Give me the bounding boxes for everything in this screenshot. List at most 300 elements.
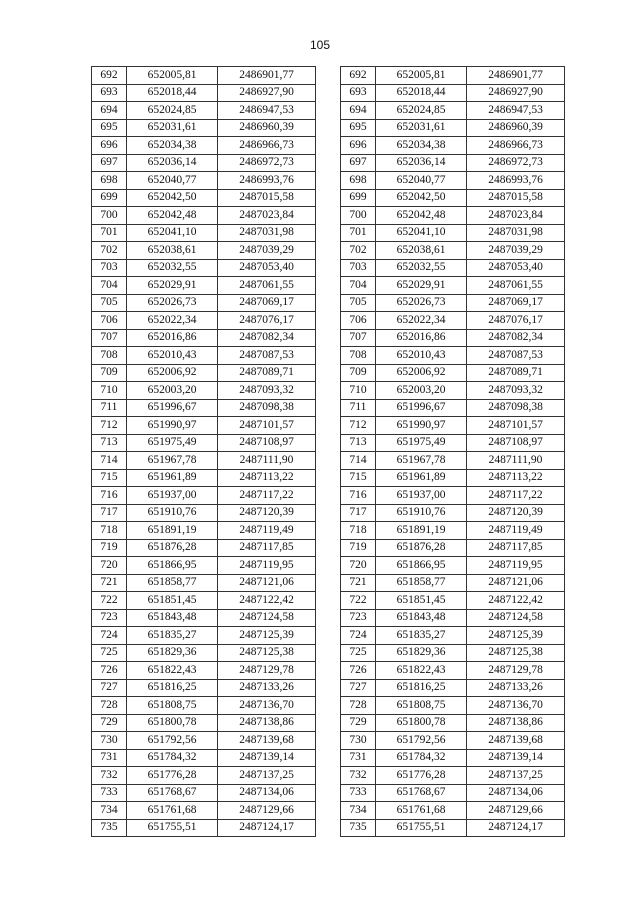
x-coordinate-cell: 652042,50 bbox=[376, 189, 467, 207]
x-coordinate-cell: 651761,68 bbox=[127, 802, 218, 820]
y-coordinate-cell: 2487039,29 bbox=[218, 242, 316, 260]
point-number-cell: 702 bbox=[92, 242, 127, 260]
x-coordinate-cell: 651975,49 bbox=[127, 434, 218, 452]
y-coordinate-cell: 2487098,38 bbox=[218, 399, 316, 417]
point-number-cell: 724 bbox=[341, 627, 376, 645]
point-number-cell: 723 bbox=[341, 609, 376, 627]
table-row bbox=[341, 749, 565, 767]
x-coordinate-cell: 652036,14 bbox=[376, 154, 467, 172]
table-row bbox=[341, 557, 565, 575]
x-coordinate-cell: 652022,34 bbox=[127, 312, 218, 330]
y-coordinate-cell: 2486927,90 bbox=[467, 84, 565, 102]
x-coordinate-cell: 651829,36 bbox=[376, 644, 467, 662]
table-row bbox=[341, 224, 565, 242]
table-row bbox=[92, 84, 316, 102]
x-coordinate-cell: 651822,43 bbox=[376, 662, 467, 680]
x-coordinate-cell: 651937,00 bbox=[127, 487, 218, 505]
point-number-cell: 703 bbox=[341, 259, 376, 277]
x-coordinate-cell: 651835,27 bbox=[127, 627, 218, 645]
table-row bbox=[92, 539, 316, 557]
table-row bbox=[92, 224, 316, 242]
x-coordinate-cell: 651792,56 bbox=[376, 732, 467, 750]
point-number-cell: 704 bbox=[341, 277, 376, 295]
x-coordinate-cell: 651937,00 bbox=[376, 487, 467, 505]
coordinates-table-right bbox=[340, 66, 565, 837]
table-row bbox=[341, 399, 565, 417]
y-coordinate-cell: 2486972,73 bbox=[218, 154, 316, 172]
x-coordinate-cell: 651800,78 bbox=[127, 714, 218, 732]
table-row bbox=[341, 784, 565, 802]
y-coordinate-cell: 2487139,14 bbox=[467, 749, 565, 767]
point-number-cell: 719 bbox=[92, 539, 127, 557]
point-number-cell: 696 bbox=[341, 137, 376, 155]
point-number-cell: 704 bbox=[92, 277, 127, 295]
x-coordinate-cell: 652016,86 bbox=[127, 329, 218, 347]
point-number-cell: 721 bbox=[92, 574, 127, 592]
x-coordinate-cell: 651755,51 bbox=[127, 819, 218, 837]
table-row bbox=[341, 172, 565, 190]
point-number-cell: 694 bbox=[341, 102, 376, 120]
table-row bbox=[92, 399, 316, 417]
y-coordinate-cell: 2486993,76 bbox=[218, 172, 316, 190]
y-coordinate-cell: 2487139,14 bbox=[218, 749, 316, 767]
y-coordinate-cell: 2487122,42 bbox=[218, 592, 316, 610]
x-coordinate-cell: 651843,48 bbox=[127, 609, 218, 627]
x-coordinate-cell: 651866,95 bbox=[127, 557, 218, 575]
point-number-cell: 713 bbox=[92, 434, 127, 452]
point-number-cell: 731 bbox=[341, 749, 376, 767]
x-coordinate-cell: 652034,38 bbox=[127, 137, 218, 155]
point-number-cell: 709 bbox=[341, 364, 376, 382]
y-coordinate-cell: 2486960,39 bbox=[218, 119, 316, 137]
point-number-cell: 700 bbox=[341, 207, 376, 225]
x-coordinate-cell: 652024,85 bbox=[376, 102, 467, 120]
x-coordinate-cell: 651816,25 bbox=[127, 679, 218, 697]
x-coordinate-cell: 651784,32 bbox=[127, 749, 218, 767]
y-coordinate-cell: 2487069,17 bbox=[218, 294, 316, 312]
y-coordinate-cell: 2487134,06 bbox=[218, 784, 316, 802]
point-number-cell: 710 bbox=[92, 382, 127, 400]
x-coordinate-cell: 652003,20 bbox=[127, 382, 218, 400]
table-row bbox=[341, 802, 565, 820]
y-coordinate-cell: 2487138,86 bbox=[218, 714, 316, 732]
y-coordinate-cell: 2487015,58 bbox=[467, 189, 565, 207]
y-coordinate-cell: 2486993,76 bbox=[467, 172, 565, 190]
point-number-cell: 728 bbox=[341, 697, 376, 715]
table-row bbox=[341, 592, 565, 610]
point-number-cell: 715 bbox=[92, 469, 127, 487]
point-number-cell: 707 bbox=[341, 329, 376, 347]
y-coordinate-cell: 2487125,38 bbox=[467, 644, 565, 662]
table-row bbox=[341, 469, 565, 487]
x-coordinate-cell: 651961,89 bbox=[127, 469, 218, 487]
y-coordinate-cell: 2487139,68 bbox=[467, 732, 565, 750]
y-coordinate-cell: 2487119,95 bbox=[467, 557, 565, 575]
y-coordinate-cell: 2487117,85 bbox=[467, 539, 565, 557]
table-row bbox=[92, 592, 316, 610]
point-number-cell: 700 bbox=[92, 207, 127, 225]
table-row bbox=[92, 574, 316, 592]
y-coordinate-cell: 2487124,58 bbox=[467, 609, 565, 627]
x-coordinate-cell: 652031,61 bbox=[127, 119, 218, 137]
x-coordinate-cell: 651876,28 bbox=[127, 539, 218, 557]
y-coordinate-cell: 2487120,39 bbox=[218, 504, 316, 522]
table-row bbox=[341, 277, 565, 295]
table-row bbox=[341, 102, 565, 120]
x-coordinate-cell: 651996,67 bbox=[127, 399, 218, 417]
y-coordinate-cell: 2487124,17 bbox=[467, 819, 565, 837]
y-coordinate-cell: 2487119,49 bbox=[218, 522, 316, 540]
point-number-cell: 693 bbox=[341, 84, 376, 102]
x-coordinate-cell: 652022,34 bbox=[376, 312, 467, 330]
y-coordinate-cell: 2487121,06 bbox=[467, 574, 565, 592]
x-coordinate-cell: 651866,95 bbox=[376, 557, 467, 575]
y-coordinate-cell: 2486972,73 bbox=[467, 154, 565, 172]
x-coordinate-cell: 651891,19 bbox=[127, 522, 218, 540]
point-number-cell: 714 bbox=[341, 452, 376, 470]
x-coordinate-cell: 651858,77 bbox=[127, 574, 218, 592]
table-row bbox=[92, 452, 316, 470]
point-number-cell: 727 bbox=[341, 679, 376, 697]
y-coordinate-cell: 2486927,90 bbox=[218, 84, 316, 102]
table-row bbox=[341, 84, 565, 102]
y-coordinate-cell: 2487082,34 bbox=[467, 329, 565, 347]
x-coordinate-cell: 651822,43 bbox=[127, 662, 218, 680]
y-coordinate-cell: 2487117,22 bbox=[467, 487, 565, 505]
table-row bbox=[341, 697, 565, 715]
table-row bbox=[92, 189, 316, 207]
y-coordinate-cell: 2487124,58 bbox=[218, 609, 316, 627]
x-coordinate-cell: 651829,36 bbox=[127, 644, 218, 662]
x-coordinate-cell: 652040,77 bbox=[376, 172, 467, 190]
x-coordinate-cell: 651891,19 bbox=[376, 522, 467, 540]
x-coordinate-cell: 651761,68 bbox=[376, 802, 467, 820]
point-number-cell: 726 bbox=[341, 662, 376, 680]
point-number-cell: 725 bbox=[92, 644, 127, 662]
y-coordinate-cell: 2487120,39 bbox=[467, 504, 565, 522]
point-number-cell: 697 bbox=[341, 154, 376, 172]
table-row bbox=[341, 609, 565, 627]
y-coordinate-cell: 2487089,71 bbox=[218, 364, 316, 382]
x-coordinate-cell: 652038,61 bbox=[376, 242, 467, 260]
point-number-cell: 692 bbox=[92, 67, 127, 85]
table-row bbox=[341, 417, 565, 435]
y-coordinate-cell: 2487136,70 bbox=[218, 697, 316, 715]
x-coordinate-cell: 651776,28 bbox=[376, 767, 467, 785]
x-coordinate-cell: 652026,73 bbox=[127, 294, 218, 312]
x-coordinate-cell: 651876,28 bbox=[376, 539, 467, 557]
x-coordinate-cell: 652042,50 bbox=[127, 189, 218, 207]
table-row bbox=[92, 714, 316, 732]
table-row bbox=[92, 329, 316, 347]
x-coordinate-cell: 652016,86 bbox=[376, 329, 467, 347]
y-coordinate-cell: 2487137,25 bbox=[467, 767, 565, 785]
table-row bbox=[92, 277, 316, 295]
x-coordinate-cell: 652036,14 bbox=[127, 154, 218, 172]
point-number-cell: 698 bbox=[341, 172, 376, 190]
x-coordinate-cell: 652006,92 bbox=[376, 364, 467, 382]
y-coordinate-cell: 2487113,22 bbox=[218, 469, 316, 487]
table-row bbox=[341, 679, 565, 697]
point-number-cell: 728 bbox=[92, 697, 127, 715]
y-coordinate-cell: 2487093,32 bbox=[467, 382, 565, 400]
table-row bbox=[341, 67, 565, 85]
x-coordinate-cell: 652003,20 bbox=[376, 382, 467, 400]
x-coordinate-cell: 651792,56 bbox=[127, 732, 218, 750]
y-coordinate-cell: 2487069,17 bbox=[467, 294, 565, 312]
x-coordinate-cell: 651851,45 bbox=[376, 592, 467, 610]
point-number-cell: 727 bbox=[92, 679, 127, 697]
x-coordinate-cell: 652029,91 bbox=[127, 277, 218, 295]
y-coordinate-cell: 2487111,90 bbox=[218, 452, 316, 470]
point-number-cell: 701 bbox=[92, 224, 127, 242]
coordinates-table-left-body bbox=[92, 67, 316, 837]
point-number-cell: 716 bbox=[341, 487, 376, 505]
table-row bbox=[92, 137, 316, 155]
x-coordinate-cell: 651784,32 bbox=[376, 749, 467, 767]
table-row bbox=[341, 452, 565, 470]
x-coordinate-cell: 651961,89 bbox=[376, 469, 467, 487]
y-coordinate-cell: 2487129,78 bbox=[218, 662, 316, 680]
y-coordinate-cell: 2487101,57 bbox=[218, 417, 316, 435]
table-row bbox=[341, 487, 565, 505]
point-number-cell: 710 bbox=[341, 382, 376, 400]
table-row bbox=[92, 102, 316, 120]
y-coordinate-cell: 2487089,71 bbox=[467, 364, 565, 382]
x-coordinate-cell: 651996,67 bbox=[376, 399, 467, 417]
point-number-cell: 722 bbox=[341, 592, 376, 610]
table-row bbox=[92, 154, 316, 172]
table-row bbox=[341, 329, 565, 347]
table-row bbox=[341, 539, 565, 557]
x-coordinate-cell: 652042,48 bbox=[127, 207, 218, 225]
point-number-cell: 718 bbox=[92, 522, 127, 540]
y-coordinate-cell: 2487133,26 bbox=[218, 679, 316, 697]
x-coordinate-cell: 652018,44 bbox=[376, 84, 467, 102]
y-coordinate-cell: 2487133,26 bbox=[467, 679, 565, 697]
point-number-cell: 720 bbox=[341, 557, 376, 575]
table-row bbox=[92, 732, 316, 750]
point-number-cell: 703 bbox=[92, 259, 127, 277]
y-coordinate-cell: 2487129,78 bbox=[467, 662, 565, 680]
y-coordinate-cell: 2487087,53 bbox=[467, 347, 565, 365]
x-coordinate-cell: 652040,77 bbox=[127, 172, 218, 190]
point-number-cell: 708 bbox=[92, 347, 127, 365]
x-coordinate-cell: 652034,38 bbox=[376, 137, 467, 155]
x-coordinate-cell: 651768,67 bbox=[376, 784, 467, 802]
x-coordinate-cell: 652006,92 bbox=[127, 364, 218, 382]
y-coordinate-cell: 2487117,85 bbox=[218, 539, 316, 557]
table-row bbox=[92, 434, 316, 452]
table-row bbox=[341, 154, 565, 172]
table-row bbox=[92, 609, 316, 627]
table-row bbox=[92, 172, 316, 190]
table-row bbox=[92, 487, 316, 505]
point-number-cell: 720 bbox=[92, 557, 127, 575]
point-number-cell: 701 bbox=[341, 224, 376, 242]
point-number-cell: 697 bbox=[92, 154, 127, 172]
table-row bbox=[341, 382, 565, 400]
point-number-cell: 699 bbox=[341, 189, 376, 207]
x-coordinate-cell: 651851,45 bbox=[127, 592, 218, 610]
x-coordinate-cell: 651755,51 bbox=[376, 819, 467, 837]
x-coordinate-cell: 651910,76 bbox=[127, 504, 218, 522]
y-coordinate-cell: 2487119,95 bbox=[218, 557, 316, 575]
point-number-cell: 723 bbox=[92, 609, 127, 627]
y-coordinate-cell: 2487076,17 bbox=[467, 312, 565, 330]
point-number-cell: 715 bbox=[341, 469, 376, 487]
y-coordinate-cell: 2487108,97 bbox=[467, 434, 565, 452]
table-row bbox=[92, 207, 316, 225]
point-number-cell: 717 bbox=[341, 504, 376, 522]
x-coordinate-cell: 651808,75 bbox=[376, 697, 467, 715]
y-coordinate-cell: 2487039,29 bbox=[467, 242, 565, 260]
y-coordinate-cell: 2487098,38 bbox=[467, 399, 565, 417]
table-row bbox=[92, 382, 316, 400]
table-row bbox=[92, 784, 316, 802]
table-row bbox=[341, 119, 565, 137]
point-number-cell: 716 bbox=[92, 487, 127, 505]
coordinates-table-right-body bbox=[341, 67, 565, 837]
y-coordinate-cell: 2487129,66 bbox=[218, 802, 316, 820]
table-row bbox=[92, 242, 316, 260]
x-coordinate-cell: 651835,27 bbox=[376, 627, 467, 645]
x-coordinate-cell: 651843,48 bbox=[376, 609, 467, 627]
table-row bbox=[92, 627, 316, 645]
table-row bbox=[92, 767, 316, 785]
table-row bbox=[92, 504, 316, 522]
x-coordinate-cell: 652026,73 bbox=[376, 294, 467, 312]
x-coordinate-cell: 652010,43 bbox=[376, 347, 467, 365]
point-number-cell: 705 bbox=[92, 294, 127, 312]
point-number-cell: 693 bbox=[92, 84, 127, 102]
table-row bbox=[341, 364, 565, 382]
point-number-cell: 713 bbox=[341, 434, 376, 452]
y-coordinate-cell: 2487061,55 bbox=[218, 277, 316, 295]
x-coordinate-cell: 652042,48 bbox=[376, 207, 467, 225]
point-number-cell: 692 bbox=[341, 67, 376, 85]
x-coordinate-cell: 652032,55 bbox=[127, 259, 218, 277]
point-number-cell: 714 bbox=[92, 452, 127, 470]
coordinates-table-left bbox=[91, 66, 316, 837]
y-coordinate-cell: 2487023,84 bbox=[218, 207, 316, 225]
table-row bbox=[341, 207, 565, 225]
y-coordinate-cell: 2487121,06 bbox=[218, 574, 316, 592]
y-coordinate-cell: 2487061,55 bbox=[467, 277, 565, 295]
y-coordinate-cell: 2487082,34 bbox=[218, 329, 316, 347]
point-number-cell: 717 bbox=[92, 504, 127, 522]
x-coordinate-cell: 652010,43 bbox=[127, 347, 218, 365]
point-number-cell: 734 bbox=[341, 802, 376, 820]
y-coordinate-cell: 2487129,66 bbox=[467, 802, 565, 820]
table-row bbox=[341, 242, 565, 260]
y-coordinate-cell: 2486966,73 bbox=[218, 137, 316, 155]
point-number-cell: 706 bbox=[341, 312, 376, 330]
x-coordinate-cell: 651808,75 bbox=[127, 697, 218, 715]
point-number-cell: 731 bbox=[92, 749, 127, 767]
table-row bbox=[341, 662, 565, 680]
y-coordinate-cell: 2487101,57 bbox=[467, 417, 565, 435]
point-number-cell: 707 bbox=[92, 329, 127, 347]
x-coordinate-cell: 652005,81 bbox=[376, 67, 467, 85]
table-row bbox=[92, 417, 316, 435]
point-number-cell: 735 bbox=[92, 819, 127, 837]
point-number-cell: 732 bbox=[92, 767, 127, 785]
table-row bbox=[341, 627, 565, 645]
page-number: 105 bbox=[309, 38, 331, 52]
point-number-cell: 719 bbox=[341, 539, 376, 557]
point-number-cell: 730 bbox=[341, 732, 376, 750]
x-coordinate-cell: 652031,61 bbox=[376, 119, 467, 137]
point-number-cell: 711 bbox=[92, 399, 127, 417]
table-row bbox=[341, 714, 565, 732]
table-row bbox=[92, 312, 316, 330]
table-row bbox=[92, 259, 316, 277]
y-coordinate-cell: 2487108,97 bbox=[218, 434, 316, 452]
point-number-cell: 706 bbox=[92, 312, 127, 330]
table-row bbox=[92, 697, 316, 715]
x-coordinate-cell: 651858,77 bbox=[376, 574, 467, 592]
table-row bbox=[92, 469, 316, 487]
table-row bbox=[92, 679, 316, 697]
x-coordinate-cell: 652005,81 bbox=[127, 67, 218, 85]
point-number-cell: 729 bbox=[341, 714, 376, 732]
table-row bbox=[341, 189, 565, 207]
point-number-cell: 733 bbox=[341, 784, 376, 802]
x-coordinate-cell: 651990,97 bbox=[127, 417, 218, 435]
x-coordinate-cell: 652018,44 bbox=[127, 84, 218, 102]
point-number-cell: 735 bbox=[341, 819, 376, 837]
point-number-cell: 711 bbox=[341, 399, 376, 417]
point-number-cell: 702 bbox=[341, 242, 376, 260]
y-coordinate-cell: 2486947,53 bbox=[467, 102, 565, 120]
table-row bbox=[92, 347, 316, 365]
y-coordinate-cell: 2486947,53 bbox=[218, 102, 316, 120]
point-number-cell: 718 bbox=[341, 522, 376, 540]
y-coordinate-cell: 2487117,22 bbox=[218, 487, 316, 505]
y-coordinate-cell: 2487076,17 bbox=[218, 312, 316, 330]
table-row bbox=[92, 749, 316, 767]
point-number-cell: 708 bbox=[341, 347, 376, 365]
table-row bbox=[341, 434, 565, 452]
point-number-cell: 721 bbox=[341, 574, 376, 592]
x-coordinate-cell: 652029,91 bbox=[376, 277, 467, 295]
y-coordinate-cell: 2487119,49 bbox=[467, 522, 565, 540]
y-coordinate-cell: 2487031,98 bbox=[467, 224, 565, 242]
point-number-cell: 705 bbox=[341, 294, 376, 312]
y-coordinate-cell: 2487111,90 bbox=[467, 452, 565, 470]
y-coordinate-cell: 2487031,98 bbox=[218, 224, 316, 242]
table-row bbox=[341, 294, 565, 312]
x-coordinate-cell: 651990,97 bbox=[376, 417, 467, 435]
y-coordinate-cell: 2487124,17 bbox=[218, 819, 316, 837]
point-number-cell: 709 bbox=[92, 364, 127, 382]
point-number-cell: 729 bbox=[92, 714, 127, 732]
y-coordinate-cell: 2487023,84 bbox=[467, 207, 565, 225]
x-coordinate-cell: 652041,10 bbox=[376, 224, 467, 242]
y-coordinate-cell: 2486901,77 bbox=[218, 67, 316, 85]
y-coordinate-cell: 2487136,70 bbox=[467, 697, 565, 715]
table-row bbox=[341, 137, 565, 155]
y-coordinate-cell: 2487053,40 bbox=[467, 259, 565, 277]
point-number-cell: 699 bbox=[92, 189, 127, 207]
table-row bbox=[92, 119, 316, 137]
table-row bbox=[92, 557, 316, 575]
table-row bbox=[341, 312, 565, 330]
x-coordinate-cell: 651967,78 bbox=[127, 452, 218, 470]
point-number-cell: 712 bbox=[341, 417, 376, 435]
point-number-cell: 724 bbox=[92, 627, 127, 645]
